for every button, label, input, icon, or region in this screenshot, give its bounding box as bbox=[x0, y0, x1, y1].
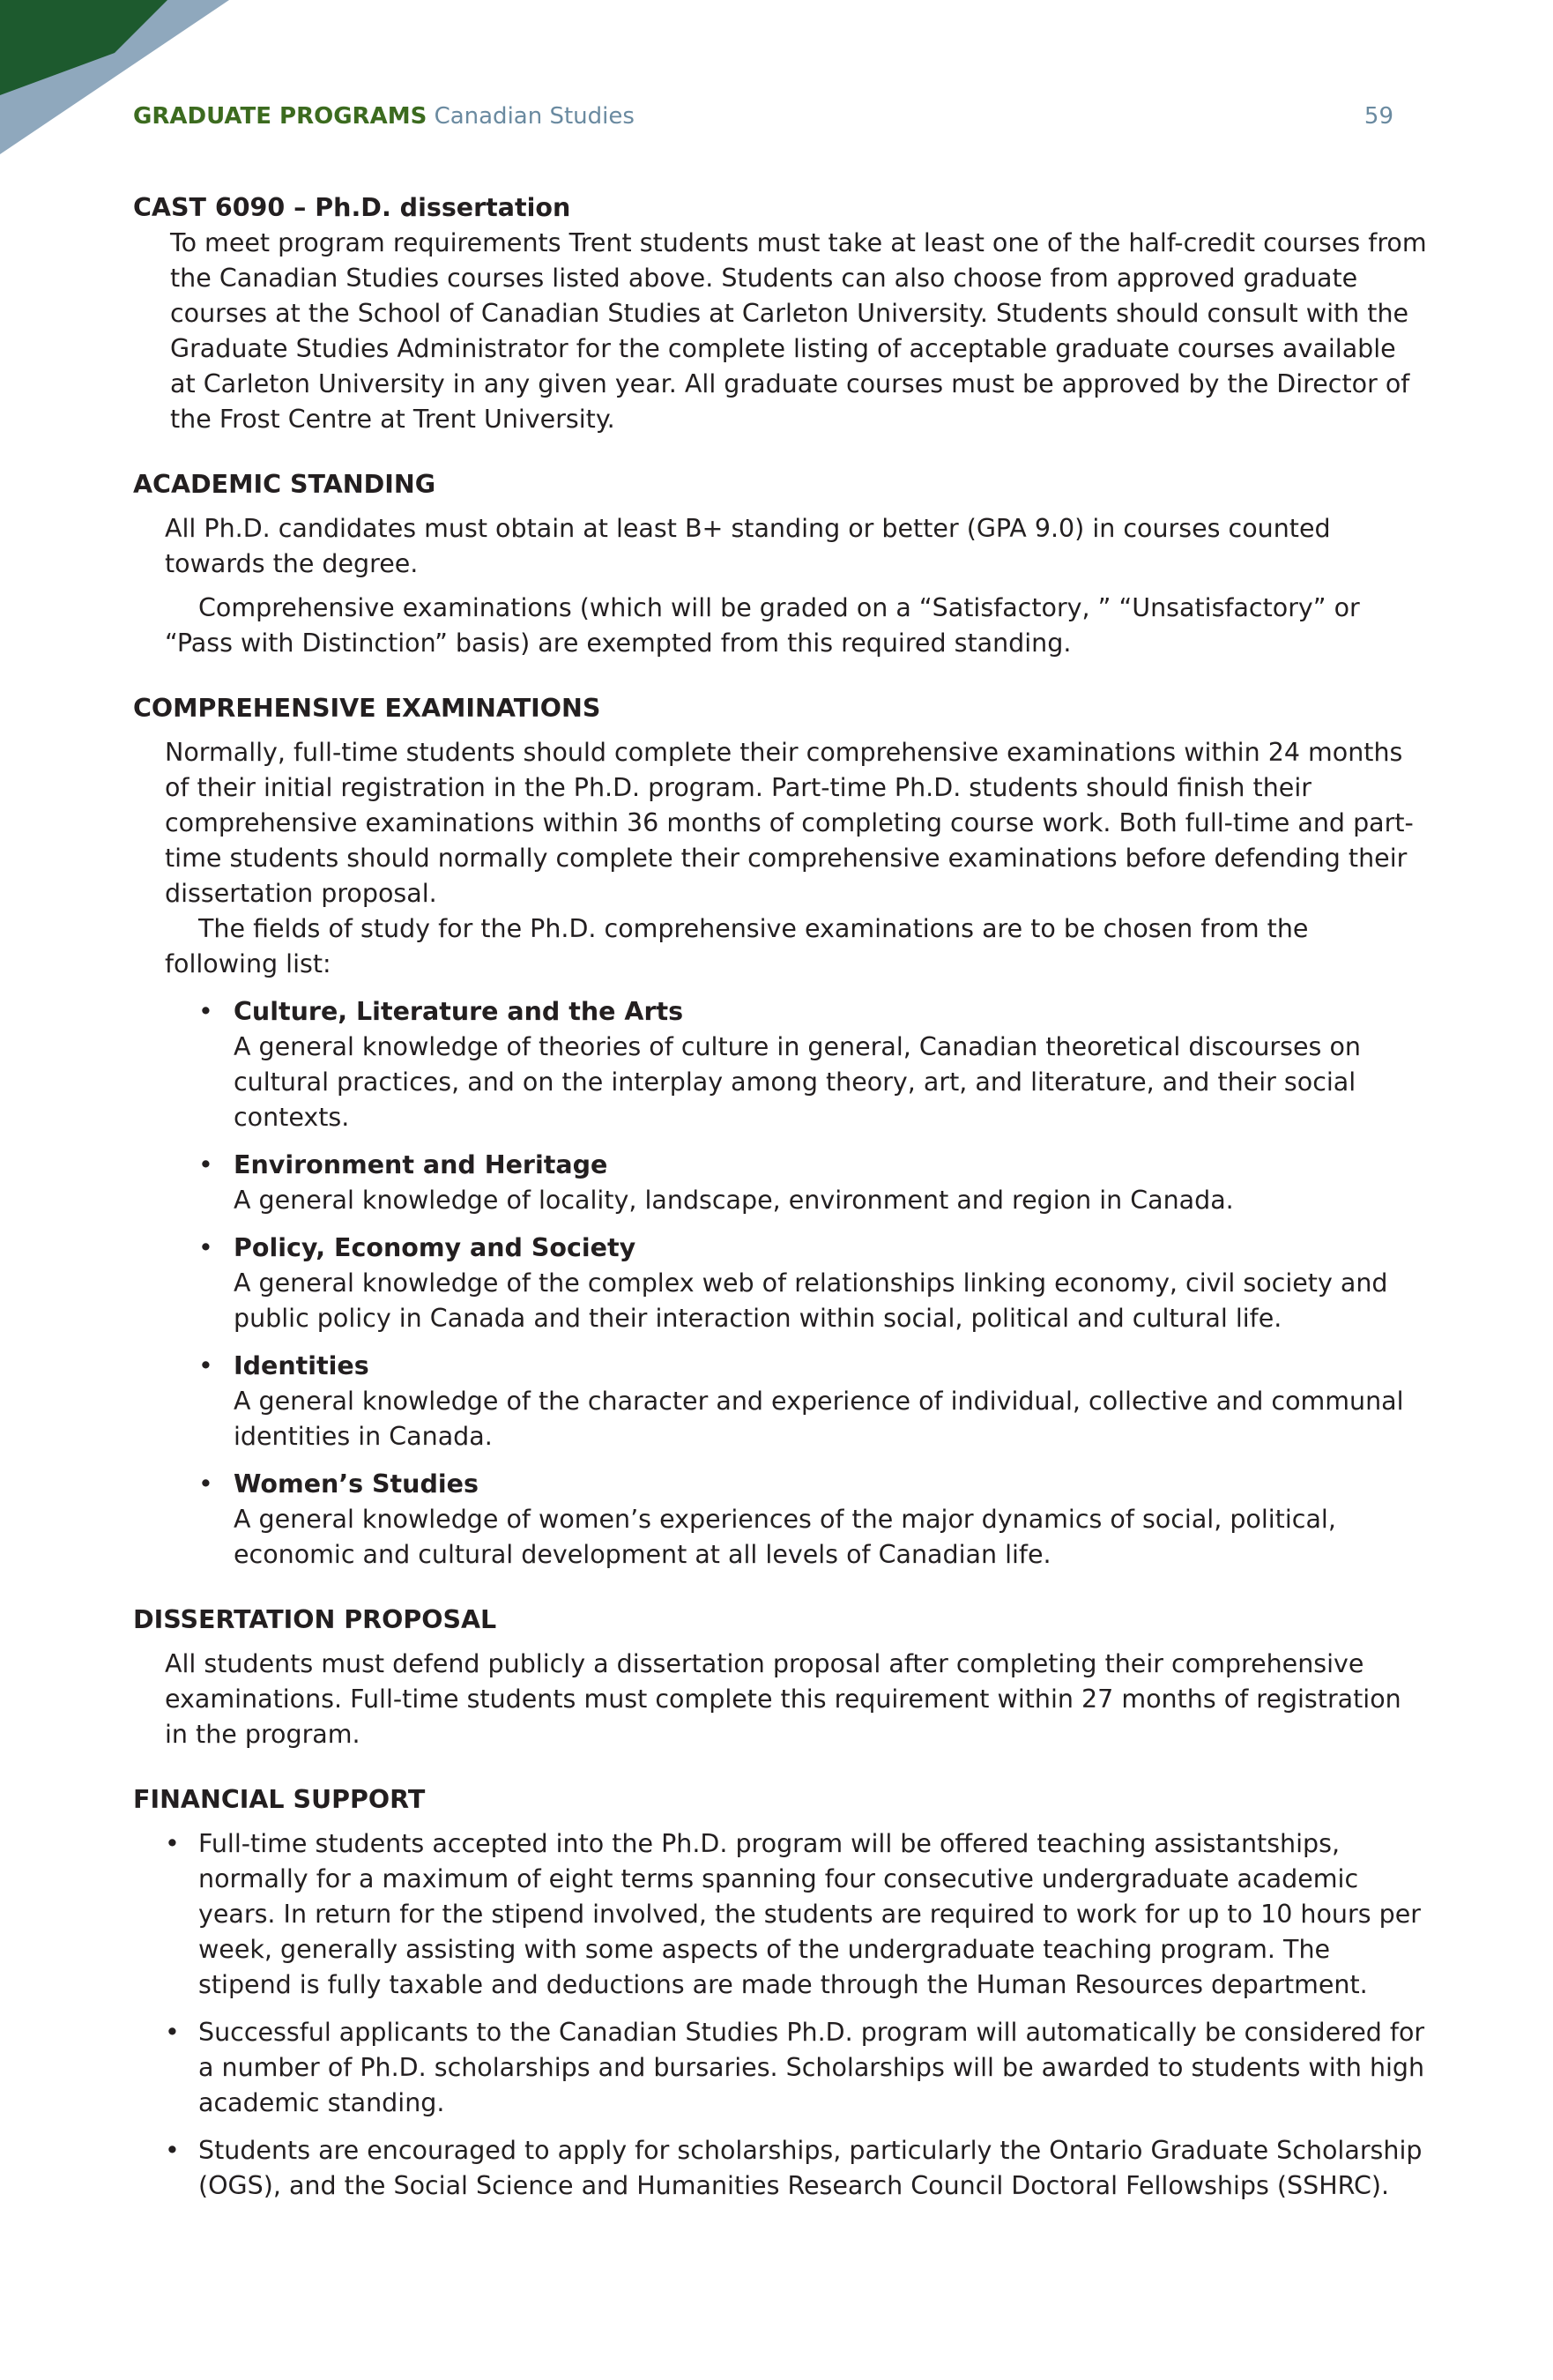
bullet-icon: • bbox=[198, 1233, 213, 1262]
dissertation-proposal-para: All students must defend publicly a dissertation proposal after completing their comprehensive examinations. Full-time students must complete this requirement within 27 months of registration in the program. bbox=[165, 1649, 1401, 1749]
comprehensive-para-2: The fields of study for the Ph.D. comprehensive examinations are to be chosen from the following list: bbox=[165, 914, 1309, 978]
list-item bbox=[198, 1231, 1429, 1336]
bullet-icon: • bbox=[198, 1150, 213, 1179]
list-item bbox=[165, 2133, 1429, 2204]
page-content bbox=[133, 190, 1429, 2216]
course-title: CAST 6090 – Ph.D. dissertation bbox=[133, 193, 571, 222]
list-item bbox=[198, 994, 1429, 1135]
corner-decoration bbox=[0, 0, 264, 176]
support-item-text: Full-time students accepted into the Ph.D. program will be offered teaching assistantships, normally for a maximum of eight terms spanning four consecutive undergraduate academic years. In return for the stipend involved, the students are required to work for up to 10 hours per week, generally assisting with some aspects of the undergraduate teaching program. The stipend is fully taxable and deductions are made through the Human Resources department. bbox=[198, 1829, 1421, 1999]
bullet-icon: • bbox=[165, 1829, 180, 1858]
field-name: Identities bbox=[234, 1351, 369, 1380]
bullet-icon: • bbox=[198, 997, 213, 1026]
field-name: Culture, Literature and the Arts bbox=[234, 997, 684, 1026]
field-name: Policy, Economy and Society bbox=[234, 1233, 636, 1262]
header-subject: Canadian Studies bbox=[434, 103, 635, 130]
field-name: Women’s Studies bbox=[234, 1469, 479, 1499]
support-item-text: Students are encouraged to apply for scholarships, particularly the Ontario Graduate Scholarship (OGS), and the Social Science and Humanities Research Council Doctoral Fellowships (SSHRC). bbox=[198, 2136, 1423, 2200]
academic-standing-body bbox=[133, 511, 1429, 661]
fields-of-study-list bbox=[133, 994, 1429, 1573]
list-item bbox=[165, 1826, 1429, 2003]
field-description: A general knowledge of the character and experience of individual, collective and communal identities in Canada. bbox=[234, 1387, 1404, 1451]
field-description: A general knowledge of the complex web of relationships linking economy, civil society and public policy in Canada and their interaction within social, political and cultural life. bbox=[234, 1268, 1388, 1333]
list-item bbox=[198, 1349, 1429, 1454]
support-item-text: Successful applicants to the Canadian Studies Ph.D. program will automatically be considered for a number of Ph.D. scholarships and bursaries. Scholarships will be awarded to students with high academic standing. bbox=[198, 2018, 1425, 2117]
comprehensive-exams-heading: COMPREHENSIVE EXAMINATIONS bbox=[133, 694, 601, 723]
academic-standing-para-2: Comprehensive examinations (which will be graded on a “Satisfactory, ” “Unsatisfactory” or “Pass with Distinction” basis) are exempted from this required standing. bbox=[165, 593, 1360, 658]
comprehensive-para-1: Normally, full-time students should complete their comprehensive examinations within 24 months of their initial registration in the Ph.D. program. Part-time Ph.D. students should finish their comprehensive examinations within 36 months of completing course work. Both full-time and part-time students should normally complete their comprehensive examinations before defending their dissertation proposal. bbox=[165, 738, 1414, 908]
financial-support-list bbox=[133, 1826, 1429, 2204]
financial-support-heading: FINANCIAL SUPPORT bbox=[133, 1785, 426, 1814]
dissertation-proposal-heading: DISSERTATION PROPOSAL bbox=[133, 1605, 497, 1634]
list-item bbox=[198, 1467, 1429, 1573]
dissertation-proposal-body bbox=[133, 1647, 1429, 1752]
list-item bbox=[165, 2015, 1429, 2121]
field-description: A general knowledge of theories of culture in general, Canadian theoretical discourses on cultural practices, and on the interplay among theory, art, and literature, and their social contexts. bbox=[234, 1032, 1361, 1132]
academic-standing-heading: ACADEMIC STANDING bbox=[133, 470, 436, 499]
academic-standing-para-1: All Ph.D. candidates must obtain at least B+ standing or better (GPA 9.0) in courses counted towards the degree. bbox=[165, 514, 1331, 578]
page-header bbox=[133, 100, 1393, 132]
bullet-icon: • bbox=[165, 2136, 180, 2165]
field-description: A general knowledge of women’s experiences of the major dynamics of social, political, economic and cultural development at all levels of Canadian life. bbox=[234, 1505, 1336, 1569]
comprehensive-exams-body bbox=[133, 735, 1429, 982]
bullet-icon: • bbox=[198, 1469, 213, 1499]
page-number: 59 bbox=[1364, 103, 1393, 130]
field-description: A general knowledge of locality, landscape, environment and region in Canada. bbox=[234, 1186, 1234, 1215]
course-description: To meet program requirements Trent students must take at least one of the half-credit courses from the Canadian Studies courses listed above. Students can also choose from approved graduate courses at the School of Canadian Studies at Carleton University. Students should consult with the Graduate Studies Administrator for the complete listing of acceptable graduate courses available at Carleton University in any given year. All graduate courses must be approved by the Director of the Frost Centre at Trent University. bbox=[170, 228, 1427, 434]
list-item bbox=[198, 1148, 1429, 1218]
field-name: Environment and Heritage bbox=[234, 1150, 608, 1179]
header-program: GRADUATE PROGRAMS bbox=[133, 103, 427, 130]
bullet-icon: • bbox=[165, 2018, 180, 2047]
bullet-icon: • bbox=[198, 1351, 213, 1380]
